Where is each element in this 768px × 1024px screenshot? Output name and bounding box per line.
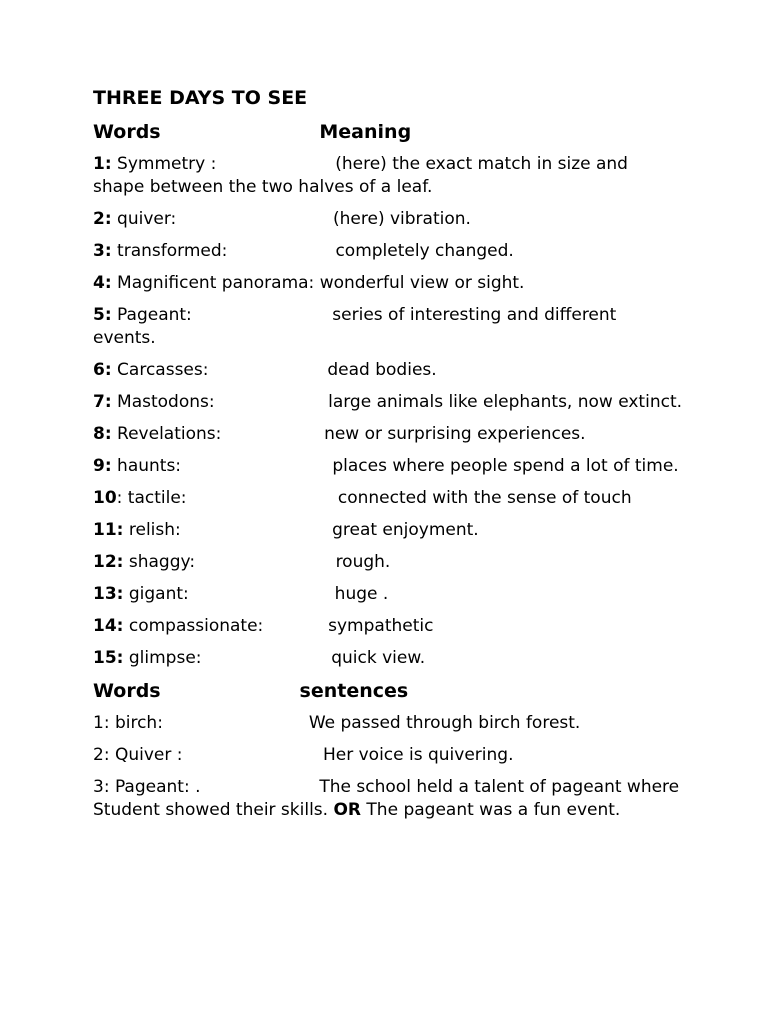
- entry-spacer: [195, 552, 336, 572]
- words-column-heading: Words: [93, 121, 161, 143]
- sentence-list: [93, 712, 683, 822]
- entry-meaning: (here) the exact match in size and shape between the two halves of a leaf.: [93, 154, 634, 197]
- sentence-word: 1: birch:: [93, 713, 163, 733]
- entry-word: shaggy:: [123, 552, 196, 572]
- entry-spacer: [263, 616, 328, 636]
- entry-number: 7:: [93, 392, 112, 412]
- vocab-entry: [93, 391, 683, 414]
- vocab-entry: [93, 455, 683, 478]
- entry-spacer: [187, 488, 338, 508]
- entry-meaning: wonderful view or sight.: [319, 273, 525, 293]
- entry-number: 3:: [93, 241, 112, 261]
- entry-meaning: quick view.: [331, 648, 426, 668]
- entry-word: Mastodons:: [111, 392, 215, 412]
- entry-number: 13:: [93, 584, 124, 604]
- vocab-entry: [93, 583, 683, 606]
- document-title: THREE DAYS TO SEE: [93, 87, 308, 109]
- entry-meaning: huge .: [334, 584, 389, 604]
- entry-word: : tactile:: [116, 488, 187, 508]
- entry-number: 1:: [93, 154, 112, 174]
- entry-spacer: [208, 360, 327, 380]
- entry-word: quiver:: [111, 209, 177, 229]
- entry-spacer: [221, 424, 324, 444]
- entry-number: 9:: [93, 456, 112, 476]
- entry-number: 6:: [93, 360, 112, 380]
- entry-meaning: completely changed.: [335, 241, 514, 261]
- heading-spacer: [161, 121, 320, 143]
- entry-spacer: [189, 584, 335, 604]
- entry-spacer: [192, 305, 333, 325]
- vocab-entry: [93, 240, 683, 263]
- entry-spacer: [227, 241, 335, 261]
- sentences-column-heading: sentences: [299, 680, 409, 702]
- vocab-entry: [93, 423, 683, 446]
- entry-word: Carcasses:: [111, 360, 209, 380]
- sentence-word: 3: Pageant: .: [93, 777, 201, 797]
- sentences-heading: [93, 679, 683, 703]
- entry-number: 12:: [93, 552, 124, 572]
- vocab-list: [93, 153, 683, 670]
- entry-word: gigant:: [123, 584, 189, 604]
- entry-number: 10: [93, 488, 117, 508]
- vocab-entry: [93, 487, 683, 510]
- sentence-entry: [93, 776, 683, 822]
- entry-spacer: [176, 209, 333, 229]
- entry-word: Magnificent panorama:: [111, 273, 315, 293]
- entry-meaning: series of interesting and different events.: [93, 305, 622, 348]
- vocab-entry: [93, 519, 683, 542]
- entry-meaning: new or surprising experiences.: [324, 424, 586, 444]
- entry-word: compassionate:: [123, 616, 264, 636]
- entry-meaning: large animals like elephants, now extinct.: [328, 392, 683, 412]
- sentence-text: We passed through birch forest.: [308, 713, 581, 733]
- sentence-entry: [93, 744, 683, 767]
- vocab-entry: [93, 551, 683, 574]
- entry-meaning: places where people spend a lot of time.: [332, 456, 679, 476]
- entry-word: relish:: [123, 520, 181, 540]
- vocab-entry: [93, 647, 683, 670]
- entry-spacer: [181, 456, 332, 476]
- vocab-entry: [93, 153, 683, 199]
- entry-spacer: [181, 520, 332, 540]
- entry-number: 11:: [93, 520, 124, 540]
- entry-meaning: connected with the sense of touch: [337, 488, 632, 508]
- entry-meaning: rough.: [335, 552, 391, 572]
- vocab-heading: [93, 120, 683, 144]
- entry-word: haunts:: [111, 456, 182, 476]
- vocab-entry: [93, 304, 683, 350]
- or-keyword: OR: [333, 800, 362, 820]
- entry-spacer: [216, 154, 335, 174]
- sentence-entry: [93, 712, 683, 735]
- document-page: [93, 86, 683, 831]
- vocab-entry: [93, 359, 683, 382]
- entry-number: 15:: [93, 648, 124, 668]
- vocab-entry: [93, 208, 683, 231]
- sentence-text: The school held a talent of pageant where Student showed their skills.: [93, 777, 685, 820]
- sentence-text: Her voice is quivering.: [322, 745, 514, 765]
- entry-spacer: [202, 648, 332, 668]
- entry-number: 2:: [93, 209, 112, 229]
- entry-spacer: [182, 745, 323, 765]
- entry-spacer: [215, 392, 328, 412]
- entry-word: Symmetry :: [111, 154, 217, 174]
- vocab-entry: [93, 615, 683, 638]
- entry-spacer: [163, 713, 309, 733]
- entry-word: glimpse:: [123, 648, 202, 668]
- entry-word: Revelations:: [111, 424, 222, 444]
- heading-spacer: [161, 680, 300, 702]
- entry-spacer: [201, 777, 320, 797]
- entry-meaning: sympathetic: [328, 616, 434, 636]
- words-column-heading: Words: [93, 680, 161, 702]
- entry-number: 14:: [93, 616, 124, 636]
- entry-meaning: dead bodies.: [327, 360, 437, 380]
- entry-word: Pageant:: [111, 305, 192, 325]
- meaning-column-heading: Meaning: [319, 121, 412, 143]
- sentence-word: 2: Quiver :: [93, 745, 183, 765]
- entry-meaning: (here) vibration.: [333, 209, 471, 229]
- entry-word: transformed:: [111, 241, 228, 261]
- sentence-text-continued: The pageant was a fun event.: [361, 800, 621, 820]
- entry-number: 5:: [93, 305, 112, 325]
- entry-number: 8:: [93, 424, 112, 444]
- entry-meaning: great enjoyment.: [332, 520, 479, 540]
- entry-number: 4:: [93, 273, 112, 293]
- vocab-entry: [93, 272, 683, 295]
